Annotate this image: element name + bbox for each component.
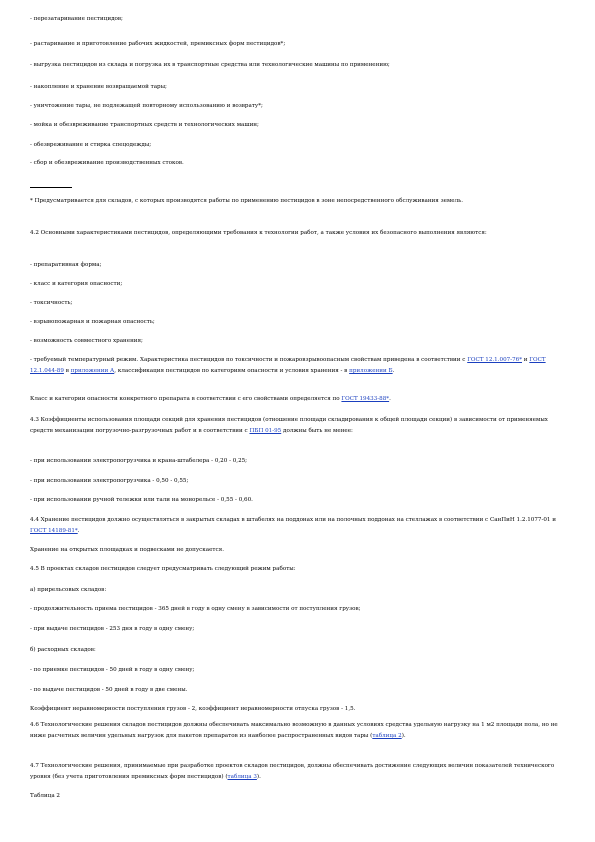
text-fragment: ). <box>401 733 406 739</box>
list-item: - при использовании электропогрузчика - 0,50 - 0,55; <box>30 478 189 484</box>
text-fragment: ). <box>256 774 261 780</box>
text-fragment: 4.3 Коэффициенты использования площади секций для хранения пестицидов (отношение площади складирования к общей площади секции) в зависимости от применяемых средств механизации погрузочно-разгрузочных работ и в соответствии с <box>30 417 548 434</box>
text-fragment: должны быть не менее: <box>281 428 353 434</box>
gost-19433-link[interactable]: ГОСТ 19433-88* <box>341 396 390 402</box>
list-item: - уничтожение тары, не подлежащей повторному использованию и возврату*; <box>30 103 263 109</box>
list-item: - по приемке пестицидов - 50 дней в году в одну смену; <box>30 667 195 673</box>
appendix-a-link[interactable]: приложении А <box>70 368 115 374</box>
text-fragment: . <box>389 396 391 402</box>
list-item: - токсичность; <box>30 300 73 306</box>
list-item: - выгрузка пестицидов из склада и погрузка их в транспортные средства или технологические машины по применению; <box>30 62 390 68</box>
list-item: - возможность совместного хранения; <box>30 338 143 344</box>
text-fragment: , классификация пестицидов по категориям опасности и условия хранения - в <box>114 368 350 374</box>
list-item: - перезатаривание пестицидов; <box>30 16 123 22</box>
list-item: - продолжительность приема пестицидов - 365 дней в году в одну смену в зависимости от поступления грузов; <box>30 606 361 612</box>
temperature-item <box>30 355 565 377</box>
open-storage-note: Хранение на открытых площадках и подвесками не допускается. <box>30 547 224 553</box>
section-a-label: а) прирельсовых складов: <box>30 587 107 593</box>
table-caption: Таблица 2 <box>30 793 60 799</box>
gost-14189-link[interactable]: ГОСТ 14189-81* <box>30 528 78 534</box>
footnote: * Предусматривается для складов, с которых производятся работы по применению пестицидов в зоне непосредственного обслуживания земель. <box>30 198 463 204</box>
paragraph-4-6 <box>30 720 565 742</box>
gost-12-1-007-link[interactable]: ГОСТ 12.1.007-76* <box>467 357 522 363</box>
paragraph-4-4 <box>30 515 565 537</box>
text-fragment: . <box>77 528 80 534</box>
list-item: - по выдаче пестицидов - 50 дней в году в две смены. <box>30 687 188 693</box>
list-item: - препаративная форма; <box>30 262 102 268</box>
paragraph-4-7 <box>30 761 565 783</box>
footnote-divider <box>30 187 72 188</box>
list-item: - накопление и хранение возвращаемой тары; <box>30 84 167 90</box>
text-fragment: и <box>522 357 530 363</box>
paragraph-4-3 <box>30 415 565 437</box>
pbp-01-95-link[interactable]: ПБП 01-95 <box>249 428 282 434</box>
text-fragment: - требуемый температурный режим. Характеристика пестицидов по токсичности и пожаровзрывоопасным свойствам приведена в соответствии с <box>30 357 468 363</box>
table-2-link[interactable]: таблица 2 <box>372 733 402 739</box>
text-fragment: Класс и категории опасности конкретного препарата в соответствии с его свойствами определяется по <box>30 396 342 402</box>
paragraph-4-2: 4.2 Основными характеристиками пестицидов, определяющими требования к технологии работ, а также условия их безопасного выполнения являются: <box>30 230 487 236</box>
text-fragment: . <box>392 368 395 374</box>
class-paragraph <box>30 394 565 405</box>
unevenness-coefficients: Коэффициент неравномерности поступления грузов - 2, коэффициент неравномерности отпуска грузов - 1,5. <box>30 706 356 712</box>
list-item: - при выдаче пестицидов - 253 дня в году в одну смену; <box>30 626 195 632</box>
table-3-link[interactable]: таблица 3 <box>227 774 257 780</box>
section-b-label: б) расходных складов: <box>30 647 96 653</box>
list-item: - класс и категория опасности; <box>30 281 123 287</box>
paragraph-4-5: 4.5 В проектах складов пестицидов следует предусматривать следующий режим работы: <box>30 566 296 572</box>
list-item: - мойка и обезвреживание транспортных средств и технологических машин; <box>30 122 259 128</box>
list-item: - взрывопожарная и пожарная опасность; <box>30 319 155 325</box>
appendix-b-link[interactable]: приложении Б <box>349 368 393 374</box>
text-fragment: 4.7 Технологические решения, принимаемые при разработке проектов складов пестицидов, должны обеспечивать достижение следующих величин показателей технического уровня (без учета приготовления премиксных форм пестицидов) ( <box>30 763 555 780</box>
list-item: - обезвреживание и стирка спецодежды; <box>30 142 152 148</box>
text-fragment: в <box>63 368 71 374</box>
gost-12-1-044-link[interactable]: ГОСТ 12.1.044-89 <box>30 357 546 374</box>
list-item: - сбор и обезвреживание производственных стоков. <box>30 160 184 166</box>
text-fragment: 4.6 Технологические решения складов пестицидов должны обеспечивать максимально возможную в данных условиях средства удельную нагрузку на 1 м2 площади пола, но не ниже расчетных величин удельных нагрузок для пакетов препаратов из наиболее распространенных видов тары ( <box>30 722 558 739</box>
list-item: - растаривание и приготовление рабочих жидкостей, премиксных форм пестицидов*; <box>30 41 286 47</box>
text-fragment: 4.4 Хранение пестицидов должно осуществляться в закрытых складах в штабелях на поддонах или на полочных поддонах на стеллажах в соответствии с СанПиН 1.2.1077-01 и <box>30 517 556 523</box>
list-item: - при использовании электропогрузчика и крана-штабелера - 0,20 - 0,25; <box>30 458 248 464</box>
list-item: - при использовании ручной тележки или тали на монорельсе - 0,55 - 0,60. <box>30 497 253 503</box>
